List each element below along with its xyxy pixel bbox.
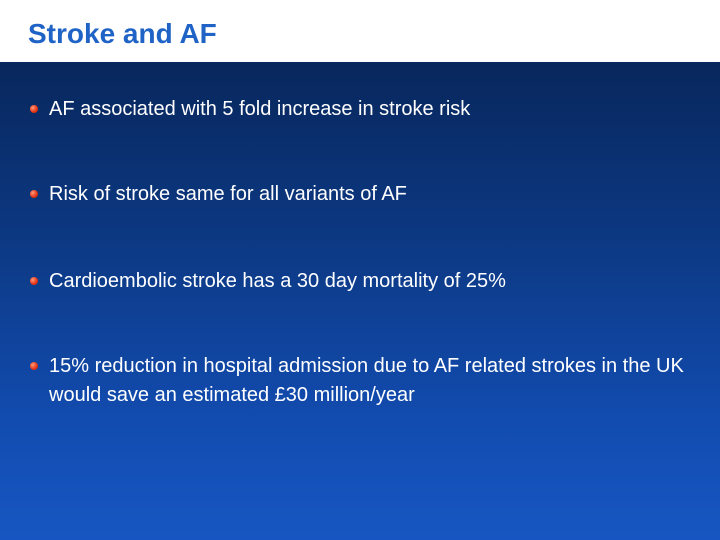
bullet-item (30, 180, 700, 209)
content-area (0, 62, 720, 540)
bullet-marker-icon (30, 190, 38, 198)
bullet-text: AF associated with 5 fold increase in stroke risk (49, 98, 471, 120)
bullet-text: 15% reduction in hospital admission due to AF related strokes in the UK would save an estimated £30 million/year (49, 355, 684, 406)
slide-title: Stroke and AF (28, 18, 217, 49)
bullet-item (30, 95, 700, 124)
title-bar (0, 0, 720, 62)
bullet-text: Cardioembolic stroke has a 30 day mortality of 25% (49, 270, 506, 292)
bullet-text: Risk of stroke same for all variants of AF (49, 183, 407, 205)
bullet-item (30, 267, 700, 296)
bullet-marker-icon (30, 105, 38, 113)
bullet-marker-icon (30, 362, 38, 370)
bullet-marker-icon (30, 277, 38, 285)
bullet-item (30, 352, 700, 410)
